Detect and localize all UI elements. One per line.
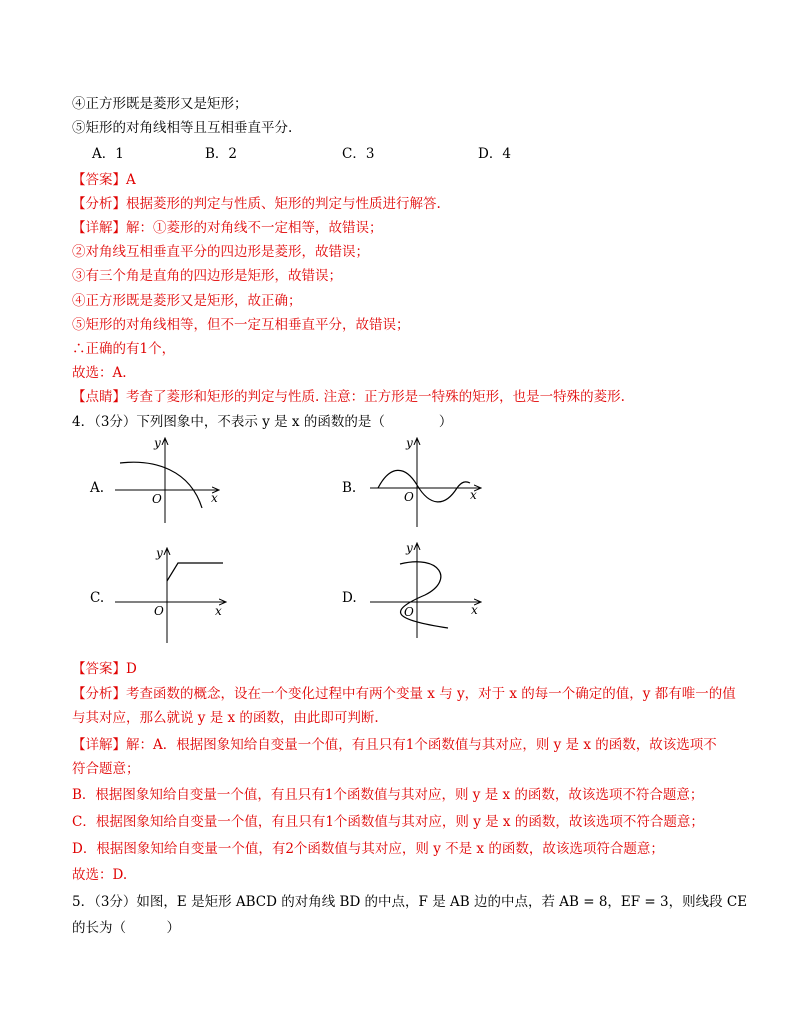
graph-b — [360, 435, 490, 530]
statement-5: ⑤矩形的对角线相等且互相垂直平分. — [72, 120, 293, 136]
graph-b-label: B. — [342, 480, 357, 496]
q4-detail-c: C．根据图象知给自变量一个值，有且只有1个函数值与其对应，则 y 是 x 的函数，故该选项不符合题意； — [72, 814, 704, 830]
q4-question: 4．（3分）下列图象中，不表示 y 是 x 的函数的是（ ） — [72, 414, 453, 430]
q3-detail-7: 故选：A. — [72, 365, 127, 381]
graph-a-x-label: x — [211, 491, 218, 505]
graph-b-y-label: y — [406, 436, 413, 450]
q4-answer: 【答案】D — [72, 661, 137, 677]
graph-d-x-label: x — [471, 603, 478, 617]
option-d: D．4 — [478, 146, 511, 162]
q3-analysis: 【分析】根据菱形的判定与性质、矩形的判定与性质进行解答. — [72, 196, 441, 212]
graph-d-origin: O — [404, 605, 414, 619]
graph-c-y-label: y — [156, 546, 163, 560]
q4-choose: 故选：D. — [72, 867, 128, 883]
graph-a-label: A. — [90, 480, 105, 496]
graph-a-origin: O — [152, 492, 162, 506]
graph-c — [110, 545, 230, 645]
graph-a-y-label: y — [154, 436, 161, 450]
q3-detail-4: ④正方形既是菱形又是矩形，故正确； — [72, 293, 302, 309]
q3-detail-5: ⑤矩形的对角线相等，但不一定互相垂直平分，故错误； — [72, 317, 410, 333]
option-c: C．3 — [342, 146, 375, 162]
graph-d — [360, 540, 490, 640]
q3-detail-6: ∴正确的有1个， — [72, 341, 176, 357]
graph-c-label: C. — [90, 590, 105, 606]
q4-detail-d: D．根据图象知给自变量一个值，有2个函数值与其对应，则 y 不是 x 的函数，故该选项符合题意； — [72, 841, 664, 857]
q5-line-2: 的长为（ ） — [72, 920, 180, 936]
q4-detail-a1: 【详解】解：A．根据图象知给自变量一个值，有且只有1个函数值与其对应，则 y 是 x 的函数，故该选项不 — [72, 737, 717, 753]
q3-comment: 【点睛】考查了菱形和矩形的判定与性质. 注意：正方形是一特殊的矩形，也是一特殊的菱形. — [72, 389, 625, 405]
q4-detail-a2: 符合题意； — [72, 761, 140, 777]
q4-analysis-2: 与其对应，那么就说 y 是 x 的函数，由此即可判断. — [72, 710, 379, 726]
graph-d-label: D. — [342, 590, 357, 606]
graph-b-origin: O — [404, 490, 414, 504]
q5-line-1: 5．（3分）如图，E 是矩形 ABCD 的对角线 BD 的中点，F 是 AB 边的中点，若 AB = 8，EF = 3，则线段 CE — [72, 894, 748, 910]
q4-detail-b: B．根据图象知给自变量一个值，有且只有1个函数值与其对应，则 y 是 x 的函数，故该选项不符合题意； — [72, 787, 704, 803]
graph-b-x-label: x — [470, 488, 477, 502]
option-b: B．2 — [205, 146, 238, 162]
graph-c-origin: O — [154, 604, 164, 618]
statement-4: ④正方形既是菱形又是矩形； — [72, 96, 248, 112]
q3-detail-2: ②对角线互相垂直平分的四边形是菱形，故错误； — [72, 244, 369, 260]
graph-a — [110, 435, 230, 525]
q4-analysis-1: 【分析】考查函数的概念，设在一个变化过程中有两个变量 x 与 y，对于 x 的每一个确定的值，y 都有唯一的值 — [72, 686, 736, 702]
q3-detail-3: ③有三个角是直角的四边形是矩形，故错误； — [72, 268, 342, 284]
option-a: A．1 — [92, 146, 124, 162]
graph-c-x-label: x — [215, 604, 222, 618]
q3-answer: 【答案】A — [72, 172, 136, 188]
graph-d-y-label: y — [406, 541, 413, 555]
q3-detail-1: 【详解】解：①菱形的对角线不一定相等，故错误； — [72, 220, 383, 236]
